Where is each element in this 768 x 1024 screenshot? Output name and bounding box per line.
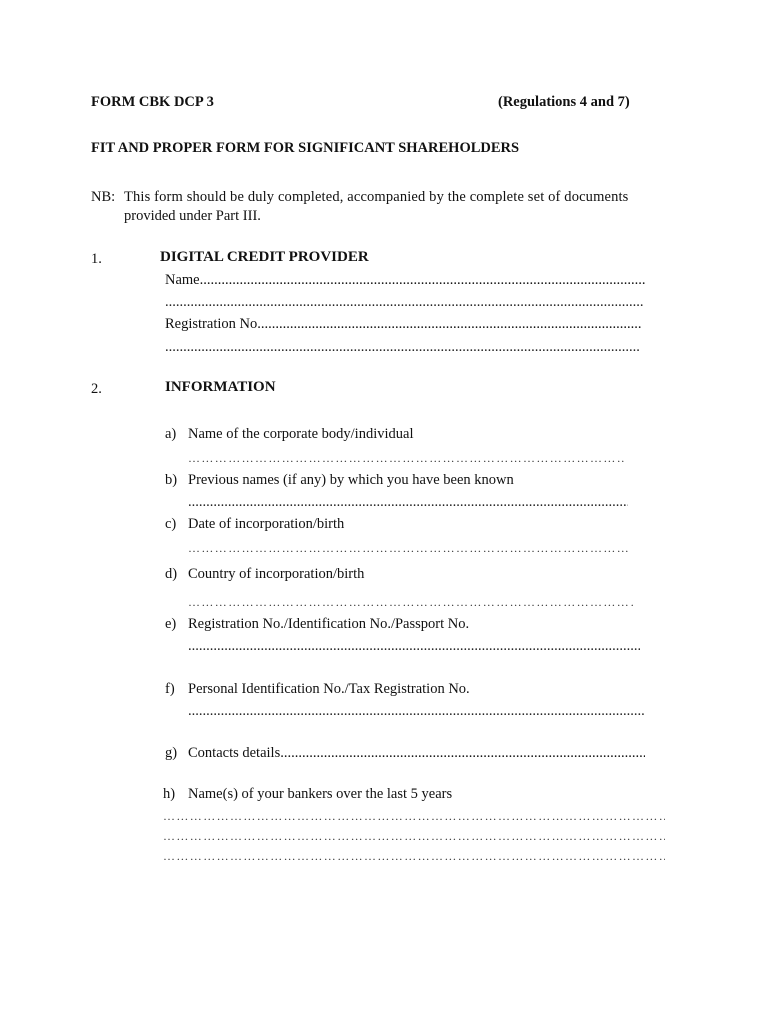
item-g-field[interactable] xyxy=(188,745,645,762)
item-h-dotted-line-2[interactable] xyxy=(163,829,665,844)
section-1-heading: DIGITAL CREDIT PROVIDER xyxy=(160,249,369,265)
item-a-marker: a) xyxy=(165,426,177,442)
section-2-heading: INFORMATION xyxy=(165,379,276,395)
item-f-label: Personal Identification No./Tax Registration No. xyxy=(188,681,470,697)
nb-line-2: provided under Part III. xyxy=(124,208,261,224)
name-field[interactable] xyxy=(165,272,646,289)
item-h-label: Name(s) of your bankers over the last 5 years xyxy=(188,786,453,802)
item-e-label: Registration No./Identification No./Passport No. xyxy=(188,616,470,632)
nb-prefix: NB: xyxy=(91,189,116,205)
section-1-number: 1. xyxy=(91,251,102,267)
item-h-dotted-line-1[interactable] xyxy=(163,809,665,824)
nb-line-1-text: This form should be duly completed, accompanied by the complete set of documents xyxy=(124,189,629,205)
item-g-marker: g) xyxy=(165,745,178,761)
item-a-dotted-line[interactable] xyxy=(188,451,624,466)
section-2-number: 2. xyxy=(91,381,102,397)
item-c-marker: c) xyxy=(165,516,177,532)
registration-label: Registration No. xyxy=(165,316,261,332)
regulations-reference: (Regulations 4 and 7) xyxy=(498,94,630,110)
registration-dotted-line-2[interactable] xyxy=(165,339,640,356)
item-h-dotted-line-3[interactable] xyxy=(163,849,665,864)
item-g-label: Contacts details xyxy=(188,745,281,761)
item-d-label: Country of incorporation/birth xyxy=(188,566,365,582)
form-code: FORM CBK DCP 3 xyxy=(91,94,214,110)
item-f-dotted-line[interactable] xyxy=(188,703,644,720)
item-f-marker: f) xyxy=(165,681,175,697)
name-dotted-line-2[interactable] xyxy=(165,294,644,311)
item-b-dotted-line[interactable] xyxy=(188,494,628,511)
item-e-marker: e) xyxy=(165,616,177,632)
item-b-marker: b) xyxy=(165,472,178,488)
item-c-label: Date of incorporation/birth xyxy=(188,516,345,532)
name-label: Name xyxy=(165,272,200,288)
name-dotted-line xyxy=(200,272,646,289)
item-d-marker: d) xyxy=(165,566,178,582)
registration-field[interactable] xyxy=(165,316,641,333)
nb-line-1 xyxy=(124,189,674,206)
item-e-dotted-line[interactable] xyxy=(188,638,640,655)
item-a-label: Name of the corporate body/individual xyxy=(188,426,414,442)
item-g-dotted-line xyxy=(280,745,645,762)
registration-dotted-line xyxy=(261,316,641,333)
item-b-label: Previous names (if any) by which you have been known xyxy=(188,472,514,488)
item-h-marker: h) xyxy=(163,786,176,802)
item-d-dotted-line[interactable] xyxy=(188,595,634,610)
item-c-dotted-line[interactable] xyxy=(188,541,631,556)
form-title: FIT AND PROPER FORM FOR SIGNIFICANT SHAREHOLDERS xyxy=(91,140,520,156)
